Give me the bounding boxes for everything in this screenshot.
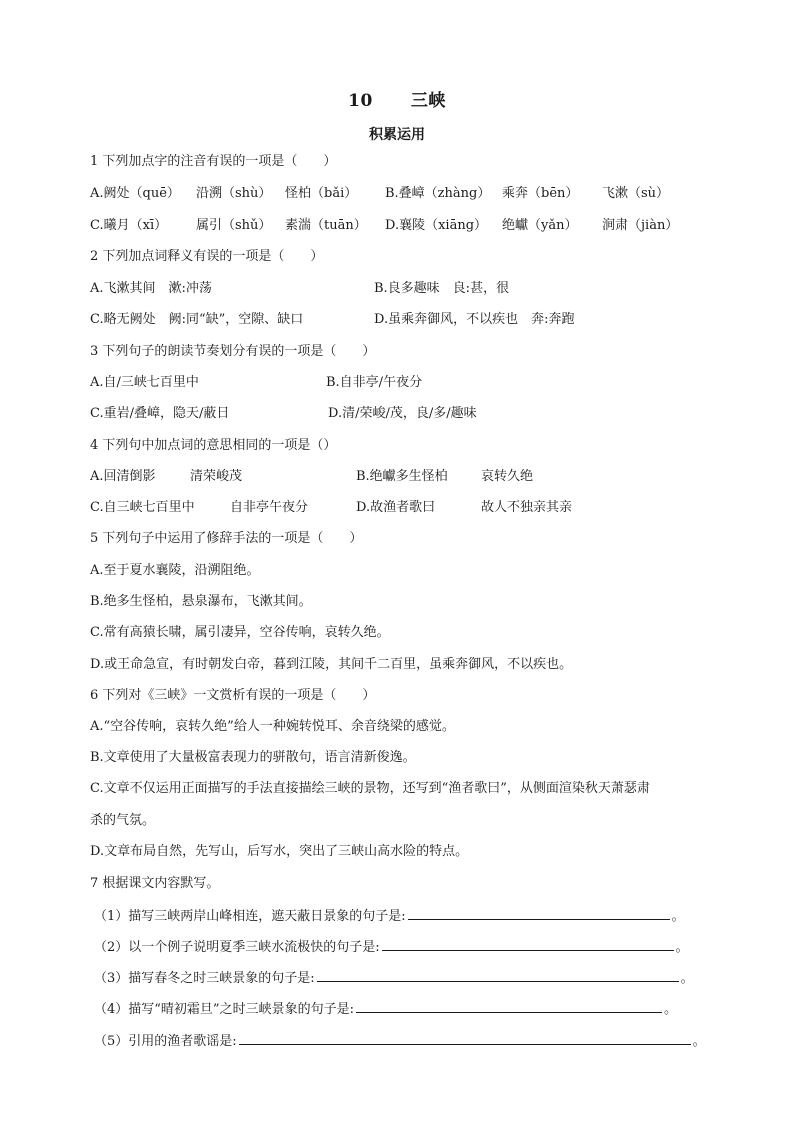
option-item: 怪柏（bǎi） bbox=[285, 186, 358, 201]
option-a: A.“空谷传响，哀转久绝”给人一种婉转悦耳、余音绕梁的感觉。 bbox=[90, 719, 455, 734]
option-d: D.襄陵（xiāng） bbox=[385, 218, 488, 233]
option-item: 飞漱（sù） bbox=[602, 186, 670, 201]
end-mark: 。 bbox=[675, 940, 689, 955]
answer-blank[interactable] bbox=[239, 1030, 691, 1045]
option-b: B.良多趣味 良:甚，很 bbox=[374, 281, 510, 296]
option-item: 故人不独亲其亲 bbox=[481, 500, 573, 515]
lesson-number: 10 bbox=[348, 91, 373, 111]
option-item: 沿溯（shù） bbox=[196, 186, 272, 201]
option-c: C.略无阙处 阙:同“缺”，空隙、缺口 bbox=[90, 312, 304, 327]
option-d: D.文章布局自然，先写山，后写水，突出了三峡山高水险的特点。 bbox=[90, 844, 469, 859]
option-item: 属引（shǔ） bbox=[196, 218, 272, 233]
option-item: 素湍（tuān） bbox=[285, 218, 367, 233]
option-c: C.自三峡七百里中 bbox=[90, 500, 195, 515]
fill-item bbox=[94, 998, 677, 1020]
answer-blank[interactable] bbox=[408, 905, 670, 920]
option-c: C.文章不仅运用正面描写的手法直接描绘三峡的景物，还写到“渔者歌曰”，从侧面渲染秋天萧瑟肃 bbox=[90, 781, 650, 796]
option-a: A.飞漱其间 漱:冲荡 bbox=[90, 281, 212, 296]
option-item: 涧肃（jiàn） bbox=[602, 218, 679, 233]
question-stem: 4 下列句中加点词的意思相同的一项是（） bbox=[90, 438, 337, 453]
end-mark: 。 bbox=[671, 909, 685, 924]
option-item: 哀转久绝 bbox=[481, 469, 534, 484]
option-item: 清荣峻茂 bbox=[190, 469, 243, 484]
question-stem: 1 下列加点字的注音有误的一项是（ ） bbox=[90, 154, 337, 169]
option-b: B.绝多生怪柏，悬泉瀑布，飞漱其间。 bbox=[90, 594, 312, 609]
lesson-title bbox=[0, 86, 794, 111]
option-c: C.常有高猿长啸，属引凄异，空谷传响，哀转久绝。 bbox=[90, 625, 390, 640]
end-mark: 。 bbox=[680, 971, 694, 986]
option-b: B.叠嶂（zhàng） bbox=[385, 186, 491, 201]
fill-prompt: （2）以一个例子说明夏季三峡水流极快的句子是: bbox=[94, 940, 380, 955]
lesson-name: 三峡 bbox=[410, 91, 446, 111]
fill-item bbox=[94, 936, 689, 958]
option-a: A.自/三峡七百里中 bbox=[90, 375, 199, 390]
fill-prompt: （1）描写三峡两岸山峰相连，遮天蔽日景象的句子是: bbox=[94, 909, 406, 924]
option-a: A.至于夏水襄陵，沿溯阻绝。 bbox=[90, 563, 260, 578]
question-stem: 3 下列句子的朗读节奏划分有误的一项是（ ） bbox=[90, 344, 376, 359]
option-a: A.回清倒影 bbox=[90, 469, 156, 484]
fill-item bbox=[94, 967, 694, 989]
fill-prompt: （3）描写春冬之时三峡景象的句子是: bbox=[94, 971, 315, 986]
question-stem: 6 下列对《三峡》一文赏析有误的一项是（ ） bbox=[90, 688, 376, 703]
answer-blank[interactable] bbox=[356, 998, 662, 1013]
option-d: D.虽乘奔御风，不以疾也 奔:奔跑 bbox=[374, 312, 575, 327]
option-c: C.曦月（xī） bbox=[90, 218, 168, 233]
answer-blank[interactable] bbox=[382, 936, 674, 951]
option-d: D.故渔者歌曰 bbox=[356, 500, 436, 515]
option-item: 绝巘（yǎn） bbox=[502, 218, 578, 233]
option-a: A.阙处（quē） bbox=[90, 186, 180, 201]
option-b: B.绝巘多生怪柏 bbox=[356, 469, 448, 484]
option-c-continued: 杀的气氛。 bbox=[90, 813, 156, 828]
question-stem: 2 下列加点词释义有误的一项是（ ） bbox=[90, 249, 324, 264]
fill-prompt: （4）描写“晴初霜旦”之时三峡景象的句子是: bbox=[94, 1002, 354, 1017]
end-mark: 。 bbox=[663, 1002, 677, 1017]
fill-item bbox=[94, 905, 685, 927]
option-item: 自非亭午夜分 bbox=[230, 500, 309, 515]
option-b: B.文章使用了大量极富表现力的骈散句，语言清新俊逸。 bbox=[90, 750, 416, 765]
section-title: 积累运用 bbox=[369, 127, 425, 143]
option-d: D.清/荣峻/茂，良/多/趣味 bbox=[328, 406, 477, 421]
end-mark: 。 bbox=[692, 1034, 706, 1049]
option-b: B.自非亭/午夜分 bbox=[326, 375, 423, 390]
fill-item bbox=[94, 1030, 706, 1052]
answer-blank[interactable] bbox=[317, 967, 679, 982]
fill-prompt: （5）引用的渔者歌谣是: bbox=[94, 1034, 237, 1049]
question-stem: 7 根据课文内容默写。 bbox=[90, 876, 220, 891]
option-c: C.重岩/叠嶂，隐天/蔽日 bbox=[90, 406, 230, 421]
option-d: D.或王命急宣，有时朝发白帝，暮到江陵，其间千二百里，虽乘奔御风，不以疾也。 bbox=[90, 657, 573, 672]
option-item: 乘奔（bēn） bbox=[502, 186, 579, 201]
question-stem: 5 下列句子中运用了修辞手法的一项是（ ） bbox=[90, 531, 363, 546]
